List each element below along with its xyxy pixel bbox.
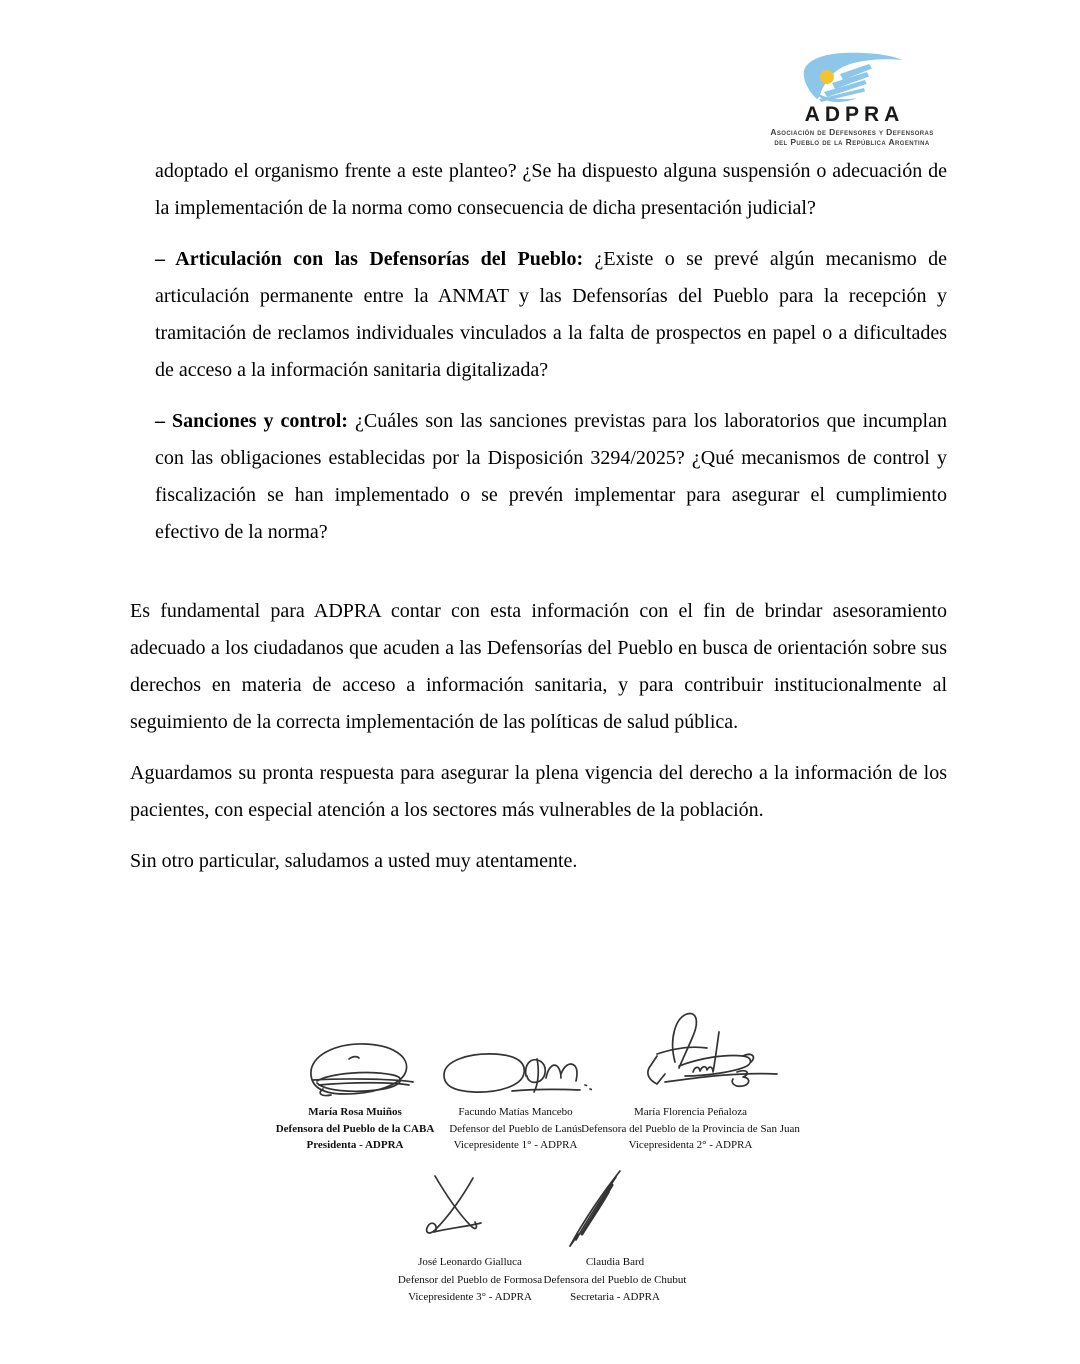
paragraph-text: ¿Existe o se prevé algún mecanismo de articulación permanente entre la ANMAT y las Defensorías del Pueblo para la recepción y tramitación de reclamos individuales vinculados a la falta de prospectos en papel o a dificultades de acceso a la información sanitaria digitalizada?: [155, 248, 947, 381]
paragraph-text: Aguardamos su pronta respuesta para asegurar la plena vigencia del derecho a la información de los pacientes, con especial atención a los sectores más vulnerables de la población.: [130, 762, 947, 821]
signer-name: Facundo Matías Mancebo: [458, 1106, 573, 1118]
logo-caption-line2: del Pueblo de la República Argentina: [774, 137, 930, 148]
signature-maria-rosa-muinos-icon: [265, 1036, 445, 1098]
signer-name: José Leonardo Gialluca: [418, 1256, 522, 1268]
paragraph-despedida: [130, 843, 947, 880]
signer-title: Defensora del Pueblo de la CABA: [275, 1122, 435, 1135]
paragraph-sanciones: [155, 403, 947, 551]
signer-role: Vicepresidente 3° - ADPRA: [408, 1291, 532, 1303]
signature-block-florencia-penaloza: [573, 1036, 808, 1154]
signer-title: Defensora del Pueblo de la Provincia de San Juan: [581, 1122, 800, 1135]
adpra-logo: [763, 52, 941, 147]
signature-block-maria-rosa-muinos: [265, 1036, 445, 1154]
signer-title: Defensor del Pueblo de Formosa: [397, 1273, 543, 1286]
paragraph-text: Es fundamental para ADPRA contar con esta información con el fin de brindar asesoramiento adecuado a los ciudadanos que acuden a las Defensorías del Pueblo en busca de orientación sobre sus derechos en materia de acceso a información sanitaria, y para contribuir institucionalmente al seguimiento de la correcta implementación de las políticas de salud pública.: [130, 600, 947, 733]
signer-role: Vicepresidenta 2° - ADPRA: [628, 1139, 753, 1151]
signer-title: Defensora del Pueblo de Chubut: [543, 1273, 687, 1286]
signature-block-claudia-bard: [520, 1170, 710, 1307]
paragraph-bold-lead: – Articulación con las Defensorías del Pueblo:: [155, 248, 584, 270]
signer-name: María Rosa Muiños: [308, 1106, 402, 1118]
paragraph-judicial: [155, 153, 947, 227]
signer-role: Vicepresidente 1° - ADPRA: [453, 1139, 578, 1151]
paragraph-text: ¿Cuáles son las sanciones previstas para los laboratorios que incumplan con las obligaciones establecidas por la Disposición 3294/2025? ¿Qué mecanismos de control y fiscalización se han implementado o se prevén implementar para asegurar el cumplimiento efectivo de la norma?: [155, 410, 947, 543]
paragraph-text: adoptado el organismo frente a este planteo? ¿Se ha dispuesto alguna suspensión o adecuación de la implementación de la norma como consecuencia de dicha presentación judicial?: [155, 160, 947, 219]
signer-title: Defensor del Pueblo de Lanús: [449, 1122, 582, 1135]
adpra-bird-swoosh-icon: [799, 52, 905, 102]
logo-wordmark: ADPRA: [804, 103, 905, 126]
signer-name: María Florencia Peñaloza: [633, 1106, 747, 1118]
signature-florencia-penaloza-icon: [573, 1036, 808, 1098]
paragraph-aguardamos: [130, 755, 947, 829]
paragraph-fundamental: [130, 593, 947, 741]
sun-icon: [820, 70, 834, 84]
signature-claudia-bard-icon: [520, 1170, 710, 1248]
paragraph-bold-lead: – Sanciones y control:: [155, 410, 348, 432]
letter-body: [130, 153, 947, 894]
logo-caption-line1: Asociación de Defensores y Defensoras: [770, 127, 934, 137]
paragraph-articulacion: [155, 241, 947, 389]
signer-role: Presidenta - ADPRA: [306, 1139, 404, 1151]
paragraph-text: Sin otro particular, saludamos a usted muy atentamente.: [130, 850, 578, 872]
signer-name: Claudia Bard: [585, 1256, 645, 1268]
signer-role: Secretaria - ADPRA: [570, 1291, 660, 1303]
